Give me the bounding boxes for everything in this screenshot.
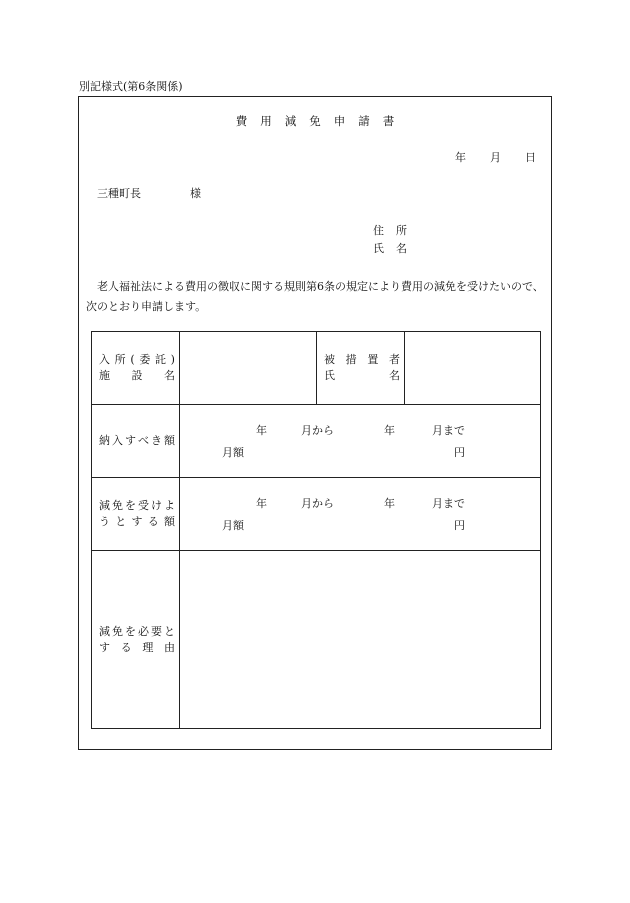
period-start-year: 年 [256,424,267,437]
label-char: け [151,499,162,512]
amount-label-cell [92,405,180,478]
label-char: 免 [112,624,123,638]
application-table [91,331,541,729]
monthly-amount-label: 月額 [222,446,244,459]
applicant-name-label: 氏名 [373,242,419,255]
yen-unit: 円 [454,519,465,532]
table-row [92,332,541,405]
person-name-input[interactable] [405,332,541,405]
label-char: る [120,640,132,654]
reduction-label-line1 [99,498,175,514]
label-char: ) [170,353,175,366]
period-start-month: 月から [301,497,334,510]
period-start-year: 年 [256,497,267,510]
facility-label-line1 [99,352,175,368]
label-char: を [125,624,136,638]
person-label-line2 [324,368,400,384]
label-char: 減 [99,499,110,512]
addressee-honorific: 様 [190,187,201,200]
form-title: 費用減免申請書 [235,114,408,128]
label-char: 置 [367,353,379,366]
period-end-month: 月まで [432,497,465,510]
label-char: き [151,434,162,447]
date-day-label: 日 [525,151,536,164]
label-char: 納 [99,434,110,447]
reason-label-cell [92,551,180,729]
reduction-label-cell [92,478,180,551]
monthly-amount-label: 月額 [222,519,244,532]
label-char: 入 [99,353,110,366]
period-end-month: 月まで [432,424,465,437]
date-month-label: 月 [490,151,501,164]
label-char: 託 [154,353,166,366]
label-char: ( [130,353,135,366]
person-label-line1 [324,352,400,368]
label-char: 設 [131,369,143,382]
label-char: を [125,499,136,512]
facility-label-line2 [99,368,175,384]
addressee-name: 三種町長 [97,187,141,200]
reason-label-line2 [99,640,175,656]
label-char: 措 [345,353,357,366]
label-char: る [147,515,159,528]
label-char: す [125,434,136,447]
label-char: 要 [151,624,162,638]
reduction-amount-input[interactable] [180,478,541,551]
label-char: 名 [164,369,175,382]
applicant-address-label: 住所 [373,224,419,237]
table-row [92,405,541,478]
label-char: べ [138,434,149,447]
label-char: 委 [139,353,151,366]
label-char: 氏 [324,369,335,382]
label-char: 額 [164,434,175,447]
amount-input[interactable] [180,405,541,478]
period-end-year: 年 [384,497,395,510]
label-char: す [131,515,143,528]
label-char: 減 [99,624,110,638]
reason-label-line1 [99,624,175,640]
label-char: よ [164,499,175,512]
amount-label [99,433,175,449]
label-char: 由 [163,640,175,654]
label-char: 被 [324,353,335,366]
label-char: 免 [112,499,123,512]
period-start-month: 月から [301,424,334,437]
label-char: 額 [164,515,175,528]
form-reference: 別記様式(第6条関係) [79,80,183,93]
label-char: 名 [389,369,400,382]
reason-input[interactable] [180,551,541,729]
label-char: す [99,640,110,654]
label-char: と [164,624,175,638]
table-row [92,551,541,729]
label-char: 者 [388,353,400,366]
date-year-label: 年 [455,151,466,164]
yen-unit: 円 [454,446,465,459]
label-char: 所 [114,353,126,366]
label-char: 必 [138,624,149,638]
facility-label-cell [92,332,180,405]
label-char: と [115,515,127,528]
facility-name-input[interactable] [180,332,317,405]
label-char: 入 [112,434,123,447]
period-end-year: 年 [384,424,395,437]
application-statement: 老人福祉法による費用の徴収に関する規則第6条の規定により費用の減免を受けたいので、次のとおり申請します。 [86,280,544,313]
reduction-label-line2 [99,514,175,530]
label-char: 受 [138,499,149,512]
table-row [92,478,541,551]
person-label-cell [317,332,405,405]
label-char: う [99,515,110,528]
label-char: 理 [142,640,154,654]
label-char: 施 [99,369,110,382]
